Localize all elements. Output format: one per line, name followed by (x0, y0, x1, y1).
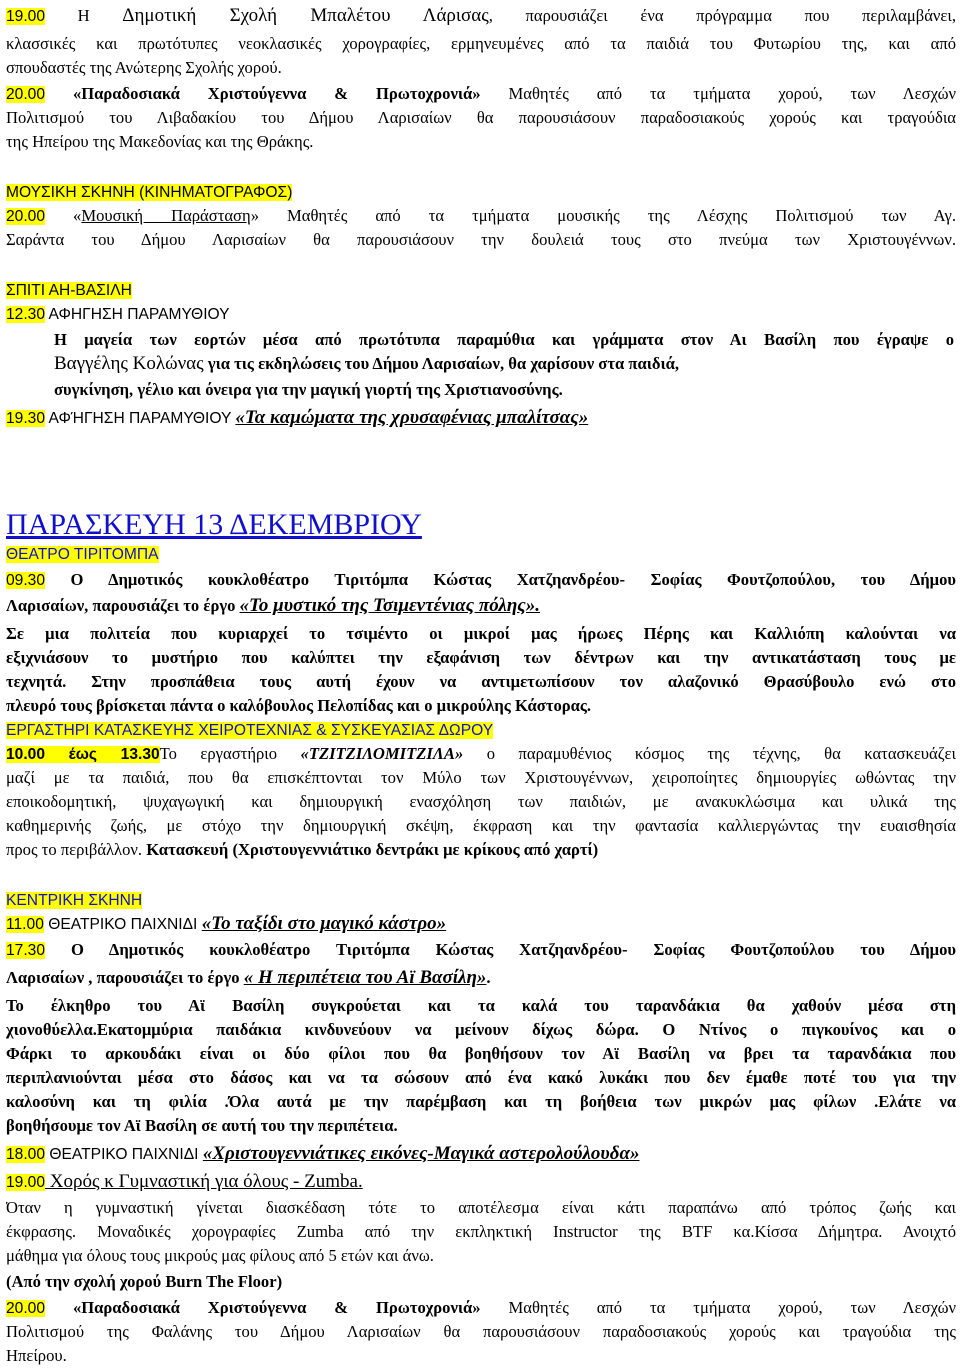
text-line-26 (6, 790, 956, 814)
text-line-5 (6, 130, 956, 154)
text-line-4 (6, 106, 956, 130)
text-span: « Η περιπέτεια του Αϊ Βασίλη» (243, 967, 487, 988)
text-line-0 (6, 4, 956, 29)
text-span: Μουσική Παράσταση (81, 206, 251, 225)
text-span: καθημερινής ζωής, με στόχο την δημιουργική σκέψη, έκφραση και την φαντασία καλλιεργώντας την ευαισθησία (6, 816, 956, 835)
text-span: 20.00 (6, 208, 46, 225)
text-span: Λαρισαίων , παρουσιάζει το έργο (6, 968, 244, 987)
text-span: « (45, 206, 82, 225)
text-span: Χορός κ Γυμναστική για όλους - Zumba. (45, 1171, 363, 1192)
text-line-3 (6, 82, 956, 107)
text-span: Η μαγεία των εορτών μέσα από πρωτότυπα παραμύθια και γράμματα στον Αι Βασίλη που έγραψε ο (54, 330, 954, 349)
text-span: Το έλκηθρο του Αϊ Βασίλη συγκρούεται και τα καλά του ταρανδάκια θα χαθούν μέσα στη (6, 996, 956, 1015)
text-line-41 (6, 1196, 956, 1220)
text-span: της Ηπείρου της Μακεδονίας και της Θράκης. (6, 132, 314, 151)
text-span: Βαγγέλης Κολώνας (54, 353, 204, 374)
text-span: 12.30 (6, 306, 46, 323)
text-span: εποικοδομητική, ψυχαγωγική και δημιουργική ενασχόληση των παιδιών, με ανακυκλώσιμα και υλικά της (6, 792, 956, 811)
text-line-32 (6, 966, 956, 990)
text-span: περιπλανιούνται μέσα στο δάσος και να τα σώσουν από ένα κακό λυκάκι που δεν έμαθε ποτέ του για την (6, 1068, 956, 1087)
text-span: ΘΕΑΤΡΙΚΟ ΠΑΙΧΝΙΔΙ (45, 1146, 203, 1163)
text-span: πλευρό τους βρίσκεται πάντα ο καλόβουλος Πελοπίδας και ο μικρούλης Κάστορας. (6, 696, 592, 715)
text-span: ΑΦΗΓΗΣΗ ΠΑΡΑΜΥΘΙΟΥ (45, 306, 230, 323)
text-line-22 (6, 694, 956, 718)
text-span: (Από την σχολή χορού Burn The Floor) (6, 1272, 283, 1291)
text-line-15 (6, 508, 956, 542)
text-span: Κατασκευή (Χριστουγεννιάτικο δεντράκι με κρίκους από χαρτί) (146, 840, 599, 859)
text-line-14 (6, 406, 956, 431)
text-span: Πολιτισμού του Λιβαδακίου του Δήμου Λαρισαίων θα παρουσιάσουν παραδοσιακούς χορούς και τραγούδια (6, 108, 956, 127)
text-span: 19.30 (6, 410, 46, 427)
text-span: βοηθήσουμε τον Αϊ Βασίλη σε αυτή του την περιπέτεια. (6, 1116, 398, 1135)
text-line-11 (54, 328, 954, 352)
text-span: » Μαθητές από τα τμήματα μουσικής της Λέσχης Πολιτισμού των Αγ. (250, 206, 956, 225)
text-line-33 (6, 994, 956, 1018)
text-line-36 (6, 1066, 956, 1090)
text-span: 20.00 (6, 86, 46, 103)
text-line-28 (6, 838, 956, 862)
text-span: Όταν η γυμναστική γίνεται διασκέδαση τότε το αποτέλεσμα είναι κάτι παραπάνω από τρόπος ζωής και (6, 1198, 956, 1217)
text-line-7 (6, 204, 956, 229)
text-line-40 (6, 1170, 956, 1195)
text-span: «Το ταξίδι στο μαγικό κάστρο» (201, 913, 447, 934)
text-line-43 (6, 1244, 956, 1268)
text-span: ΜΟΥΣΙΚΗ ΣΚΗΝΗ (ΚΙΝΗΜΑΤΟΓΡΑΦΟΣ) (6, 184, 293, 201)
text-line-45 (6, 1296, 956, 1321)
text-line-38 (6, 1114, 956, 1138)
text-span: σπουδαστές της Ανώτερης Σχολής χορού. (6, 58, 282, 77)
text-span: έκφρασης. Μοναδικές χορογραφίες Zumba από την εκπληκτική Instructor της BTF κα.Κίσσα Δήμητρα. Ανοιχτό (6, 1222, 956, 1241)
text-line-44 (6, 1270, 956, 1294)
text-span: «Το μυστικό της Τσιμεντένιας πόλης». (239, 595, 541, 616)
text-line-20 (6, 646, 956, 670)
text-line-47 (6, 1344, 956, 1368)
text-span: τεχνητά. Στην προσπάθεια τους αυτή έχουν να αντιμετωπίσουν τον αλαζονικό Θρασύβουλο ενώ στο (6, 672, 956, 691)
text-span: ΚΕΝΤΡΙΚΗ ΣΚΗΝΗ (6, 892, 143, 909)
text-line-24 (6, 742, 956, 767)
text-span: εξιχνιάσουν το μυστήριο που καλύπτει την εξαφάνιση των δέντρων και την αντικατάσταση τους με (6, 648, 956, 667)
text-line-27 (6, 814, 956, 838)
text-span: Μαθητές από τα τμήματα χορού, των Λεσχών (480, 84, 956, 103)
text-line-1 (6, 32, 956, 56)
text-line-16 (6, 542, 956, 567)
text-span: ΕΡΓΑΣΤΗΡΙ ΚΑΤΑΣΚΕΥΗΣ ΧΕΙΡΟΤΕΧΝΙΑΣ & ΣΥΣΚΕΥΑΣΙΑΣ ΔΩΡΟΥ (6, 722, 494, 739)
text-line-23 (6, 718, 956, 743)
text-line-12 (54, 352, 954, 376)
text-span: ΘΕΑΤΡΙΚΟ ΠΑΙΧΝΙΔΙ (43, 916, 202, 933)
text-line-10 (6, 302, 956, 327)
text-span: «Τα καμώματα της χρυσαφένιας μπαλίτσας» (235, 407, 589, 428)
text-span: 10.00 έως 13.30 (6, 746, 160, 763)
text-line-31 (6, 938, 956, 963)
text-span: μάθημα για όλους τους μικρούς μας φίλους από 5 ετών και άνω. (6, 1246, 434, 1265)
text-span: κλασσικές και πρωτότυπες νεοκλασικές χορογραφίες, ερμηνευμένες από τα παιδιά του Φυτωρίου της, και από (6, 34, 956, 53)
text-span: ΣΠΙΤΙ ΑΗ-ΒΑΣΙΛΗ (6, 282, 132, 299)
text-span: χιονοθύελλα.Εκατομμύρια παιδάκια κινδυνεύουν να μείνουν δίχως δώρα. Ο Ντίνος ο πιγκουίνος και ο (6, 1020, 956, 1039)
text-line-17 (6, 568, 956, 593)
text-span: 20.00 (6, 1300, 46, 1317)
text-span: 17.30 (6, 942, 46, 959)
text-line-21 (6, 670, 956, 694)
text-span: Φάρκι το αρκουδάκι είναι οι δύο φίλοι που θα βοηθήσουν τον Αϊ Βασίλη να βρει τα ταρανδάκια που (6, 1044, 956, 1063)
text-line-13 (54, 378, 954, 402)
text-line-35 (6, 1042, 956, 1066)
text-span: μαζί με τα παιδιά, που θα επισκέπτονται τον Μύλο των Χριστουγέννων, χειροποίητες δημιουργίες ωθώντας την (6, 768, 956, 787)
text-span: «Παραδοσιακά Χριστούγεννα & Πρωτοχρονιά» (45, 84, 481, 103)
text-span: ΘΕΑΤΡΟ ΤΙΡΙΤΟΜΠΑ (6, 546, 159, 563)
text-line-42 (6, 1220, 956, 1244)
text-span: Σαράντα του Δήμου Λαρισαίων θα παρουσιάσουν την δουλειά τους στο πνεύμα των Χριστουγέννων. (6, 230, 956, 249)
text-line-6 (6, 180, 956, 205)
text-span: Μαθητές από τα τμήματα χορού, των Λεσχών (480, 1298, 956, 1317)
text-span: Λαρισαίων, παρουσιάζει το έργο (6, 596, 240, 615)
text-span: «ΤΖΙΤΖΙΛΟΜΙΤΖΙΛΑ» (300, 744, 464, 763)
text-line-34 (6, 1018, 956, 1042)
text-span: «Παραδοσιακά Χριστούγεννα & Πρωτοχρονιά» (45, 1298, 481, 1317)
text-line-39 (6, 1142, 956, 1167)
text-span: Δημοτική Σχολή Μπαλέτου Λάρισας (122, 5, 489, 26)
text-span: . (486, 968, 491, 987)
text-line-19 (6, 622, 956, 646)
text-span: Το εργαστήριο (159, 744, 301, 763)
text-span: 09.30 (6, 572, 46, 589)
text-span: καλοσύνη και τη φιλία .Όλα αυτά με την παρέμβαση και τη βοήθεια των μικρών μας φίλων .Ελάτε να (6, 1092, 956, 1111)
text-span: ΠΑΡΑΣΚΕΥΗ 13 ΔΕΚΕΜΒΡΙΟΥ (6, 508, 422, 541)
text-span: 19.00 (6, 8, 46, 25)
text-span: Ηπείρου. (6, 1346, 67, 1365)
text-span: Ο Δημοτικός κουκλοθέατρο Τιριτόμπα Κώστας Χατζηανδρέου- Σοφίας Φουτζοπούλου, του Δήμου (45, 570, 956, 589)
text-line-8 (6, 228, 956, 252)
text-span: ΑΦΉΓΗΣΗ ΠΑΡΑΜΥΘΙΟΥ (45, 410, 236, 427)
text-line-2 (6, 56, 956, 80)
text-span: προς το περιβάλλον. (6, 840, 147, 859)
text-span: για τις εκδηλώσεις του Δήμου Λαρισαίων, θα χαρίσουν στα παιδιά, (203, 354, 680, 373)
text-line-37 (6, 1090, 956, 1114)
text-line-18 (6, 594, 956, 618)
text-span: Πολιτισμού της Φαλάνης του Δήμου Λαρισαίων θα παρουσιάσουν παραδοσιακούς χορούς και τραγούδια της (6, 1322, 956, 1341)
text-span: , παρουσιάζει ένα πρόγραμμα που περιλαμβάνει, (488, 6, 956, 25)
text-line-9 (6, 278, 956, 303)
text-span: ο παραμυθένιος κόσμος της τέχνης, θα κατασκευάζει (463, 744, 956, 763)
text-line-30 (6, 912, 956, 937)
text-line-29 (6, 888, 956, 913)
text-span: 19.00 (6, 1174, 46, 1191)
text-span: συγκίνηση, γέλιο και όνειρα για την μαγική γιορτή της Χριστιανοσύνης. (54, 380, 563, 399)
text-span: «Χριστουγεννιάτικες εικόνες-Μαγικά αστερολούλουδα» (202, 1143, 640, 1164)
text-span: Η (45, 6, 123, 25)
text-line-25 (6, 766, 956, 790)
text-line-46 (6, 1320, 956, 1344)
text-span: Ο Δημοτικός κουκλοθέατρο Τιριτόμπα Κώστας Χατζηανδρέου- Σοφίας Φουτζοπούλου του Δήμου (45, 940, 956, 959)
text-span: Σε μια πολιτεία που κυριαρχεί το τσιμέντο οι μικροί μας ήρωες Πέρης και Καλλιόπη καλούνται να (6, 624, 956, 643)
text-span: 18.00 (6, 1146, 46, 1163)
text-span: 11.00 (6, 916, 44, 933)
